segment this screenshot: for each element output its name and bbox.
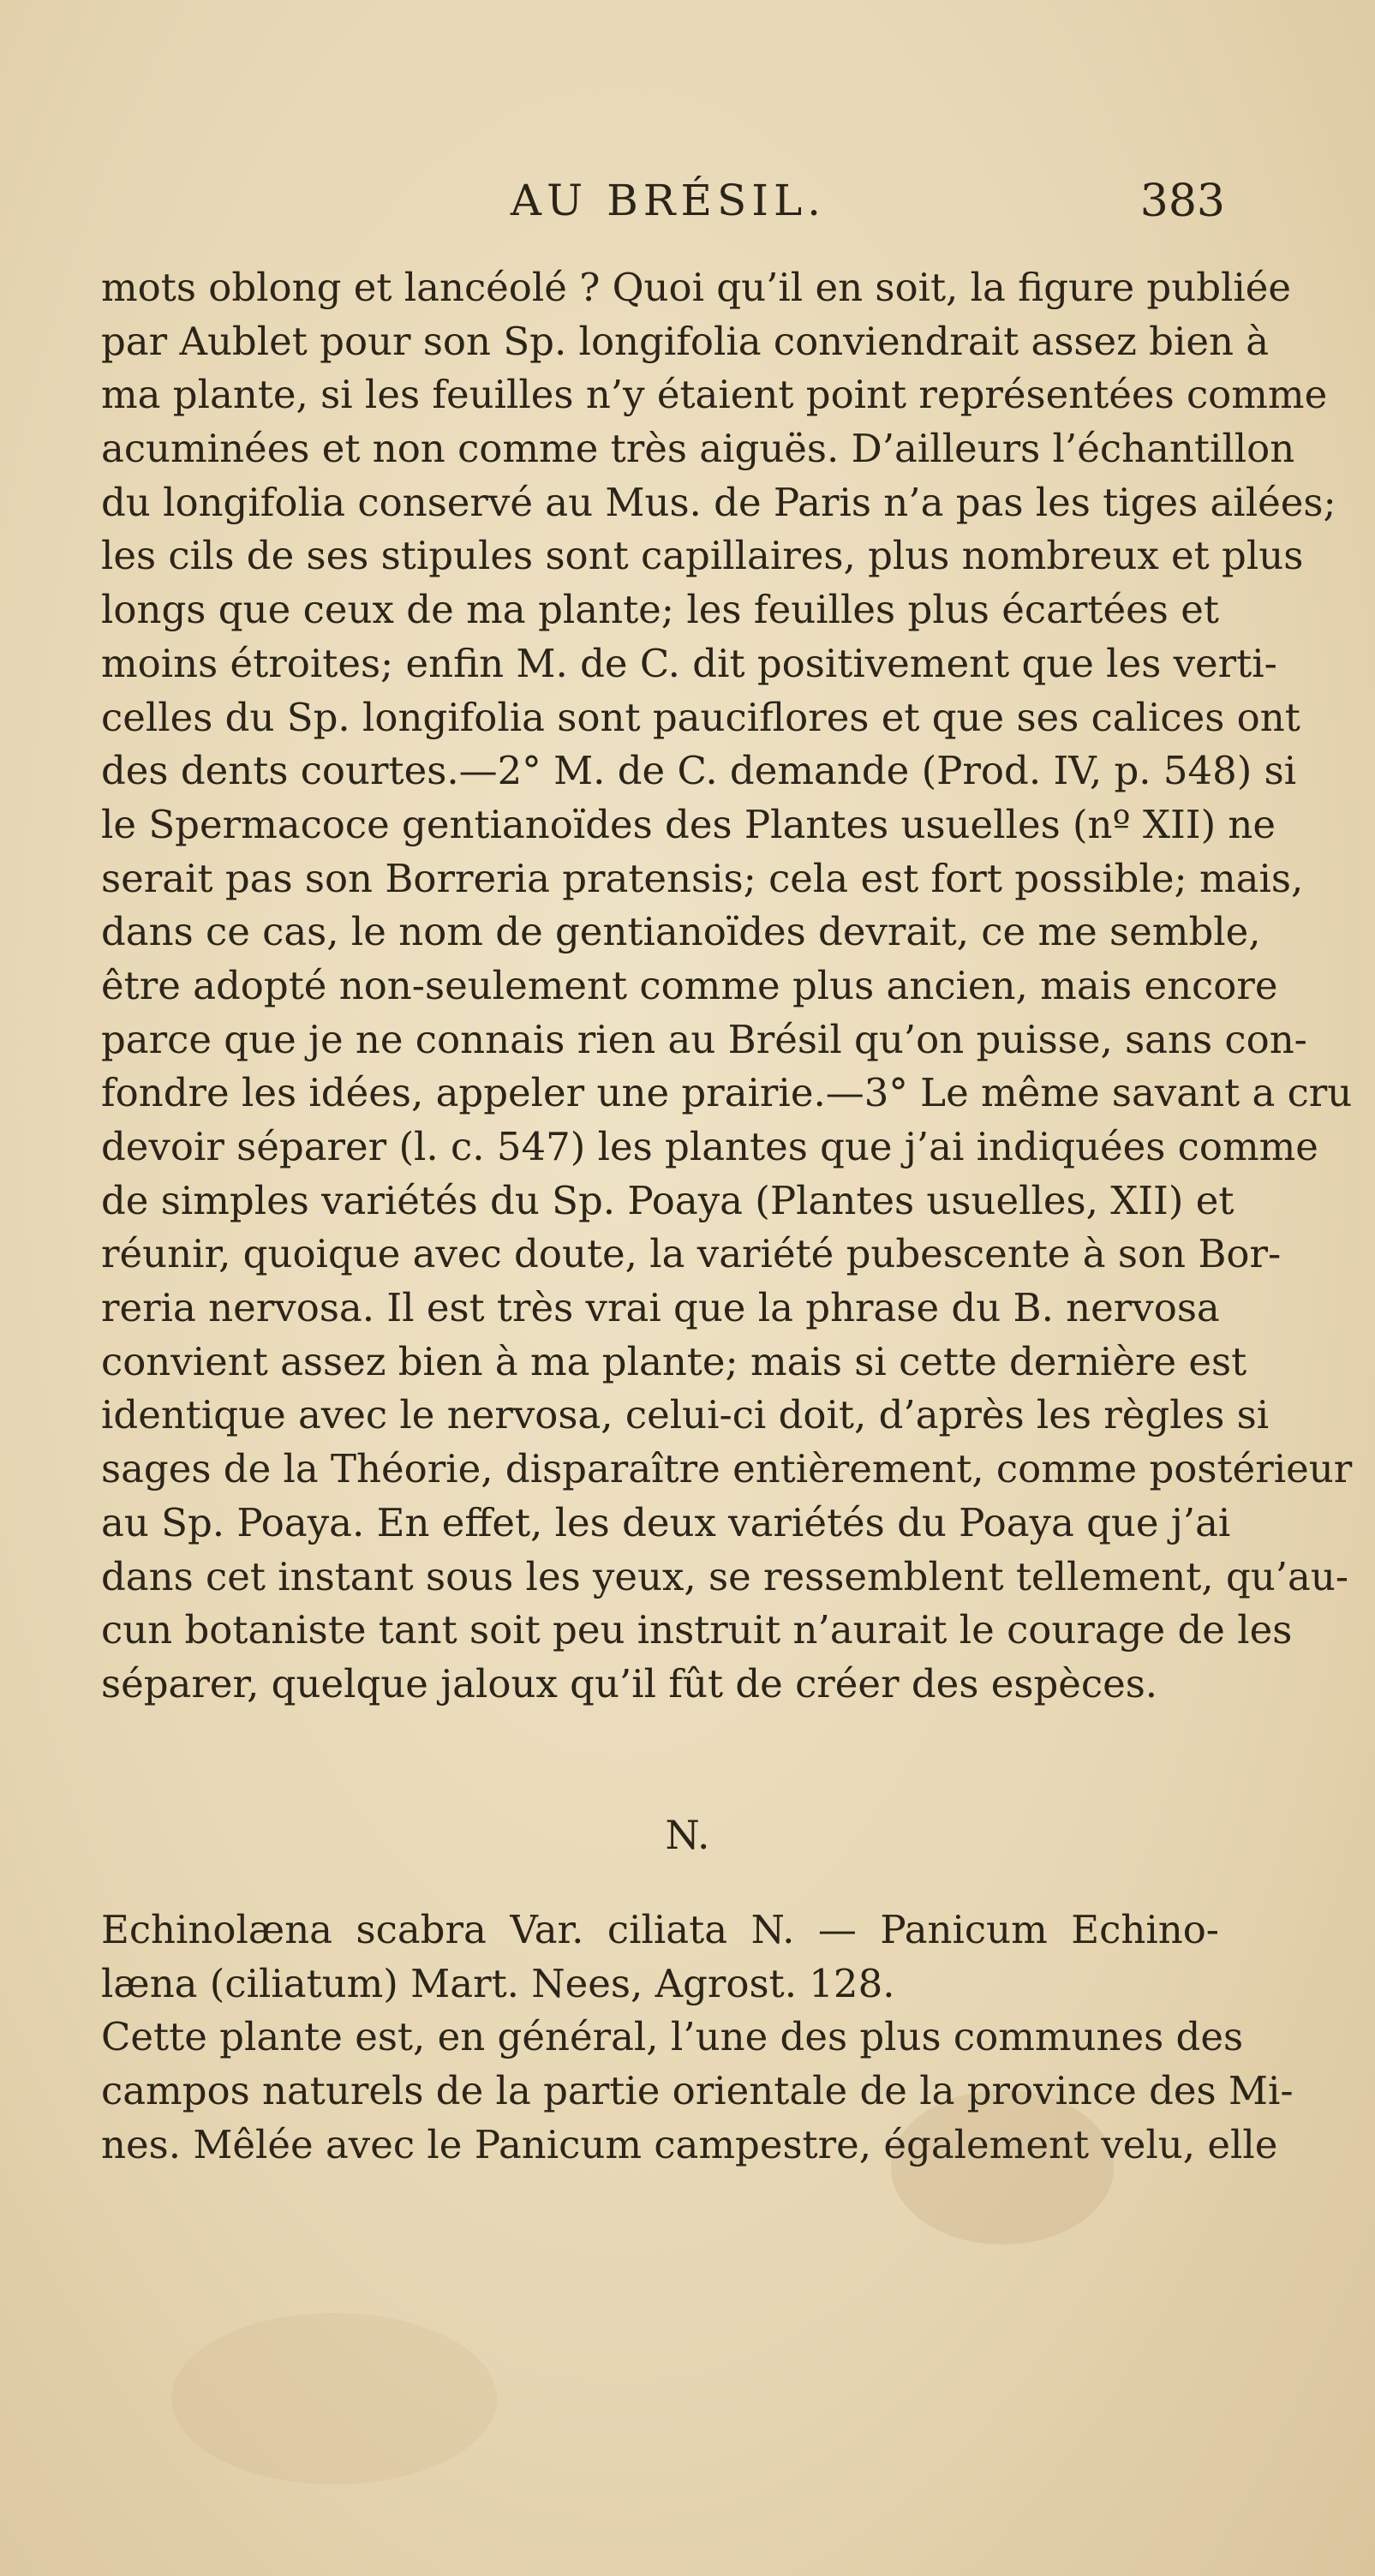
- text-line: des dents courtes.—2° M. de C. demande (Prod. IV, p. 548) si: [101, 748, 1297, 794]
- text-line: séparer, quelque jaloux qu’il fût de créer des espèces.: [101, 1660, 1158, 1706]
- running-title: AU BRÉSIL.: [510, 176, 827, 225]
- text-line: le Spermacoce gentianoïdes des Plantes usuelles (nº XII) ne: [101, 801, 1276, 847]
- entry-line: Cette plante est, en général, l’une des plus communes des: [101, 2014, 1244, 2060]
- section-heading: N.: [665, 1812, 710, 1858]
- entry-line: læna (ciliatum) Mart. Nees, Agrost. 128.: [101, 1960, 895, 2006]
- text-line: de simples variétés du Sp. Poaya (Plantes usuelles, XII) et: [101, 1177, 1235, 1223]
- main-text: [101, 261, 1353, 1712]
- text-line: devoir séparer (l. c. 547) les plantes que j’ai indiquées comme: [101, 1124, 1318, 1169]
- text-line: par Aublet pour son Sp. longifolia conviendrait assez bien à: [101, 318, 1270, 364]
- text-line: identique avec le nervosa, celui-ci doit, d’après les règles si: [101, 1392, 1270, 1438]
- text-line: être adopté non-seulement comme plus ancien, mais encore: [101, 962, 1278, 1008]
- text-line: parce que je ne connais rien au Brésil qu’on puisse, sans con-: [101, 1016, 1307, 1062]
- text-line: réunir, quoique avec doute, la variété pubescente à son Bor-: [101, 1231, 1282, 1277]
- page-header: [111, 167, 1225, 261]
- text-line: mots oblong et lancéolé ? Quoi qu’il en soit, la figure publiée: [101, 265, 1292, 310]
- entry-line: campos naturels de la partie orientale de la province des Mi-: [101, 2068, 1294, 2114]
- text-line: serait pas son Borreria pratensis; cela est fort possible; mais,: [101, 855, 1304, 901]
- text-line: celles du Sp. longifolia sont pauciflores et que ses calices ont: [101, 694, 1300, 740]
- text-line: moins étroites; enfin M. de C. dit positivement que les verti-: [101, 640, 1277, 686]
- species-entry: [101, 1904, 1294, 2172]
- paper-stain: [171, 2313, 497, 2484]
- text-line: les cils de ses stipules sont capillaires, plus nombreux et plus: [101, 533, 1304, 579]
- text-line: cun botaniste tant soit peu instruit n’aurait le courage de les: [101, 1607, 1293, 1653]
- text-line: sages de la Théorie, disparaître entièrement, comme postérieur: [101, 1446, 1353, 1492]
- entry-line: nes. Mêlée avec le Panicum campestre, également velu, elle: [101, 2121, 1278, 2167]
- text-line: convient assez bien à ma plante; mais si cette dernière est: [101, 1338, 1247, 1384]
- text-line: au Sp. Poaya. En effet, les deux variétés du Poaya que j’ai: [101, 1499, 1231, 1545]
- text-line: longs que ceux de ma plante; les feuilles plus écartées et: [101, 587, 1219, 633]
- text-line: ma plante, si les feuilles n’y étaient point représentées comme: [101, 372, 1328, 418]
- text-line: acuminées et non comme très aiguës. D’ailleurs l’échantillon: [101, 426, 1295, 472]
- text-line: fondre les idées, appeler une prairie.—3° Le même savant a cru: [101, 1070, 1353, 1116]
- page-number: 383: [1139, 176, 1225, 227]
- entry-line: Echinolæna scabra Var. ciliata N. — Panicum Echino-: [101, 1907, 1219, 1952]
- text-line: dans ce cas, le nom de gentianoïdes devrait, ce me semble,: [101, 909, 1261, 955]
- text-line: du longifolia conservé au Mus. de Paris n’a pas les tiges ailées;: [101, 479, 1336, 525]
- text-line: reria nervosa. Il est très vrai que la phrase du B. nervosa: [101, 1285, 1220, 1331]
- text-line: dans cet instant sous les yeux, se ressemblent tellement, qu’au-: [101, 1553, 1349, 1599]
